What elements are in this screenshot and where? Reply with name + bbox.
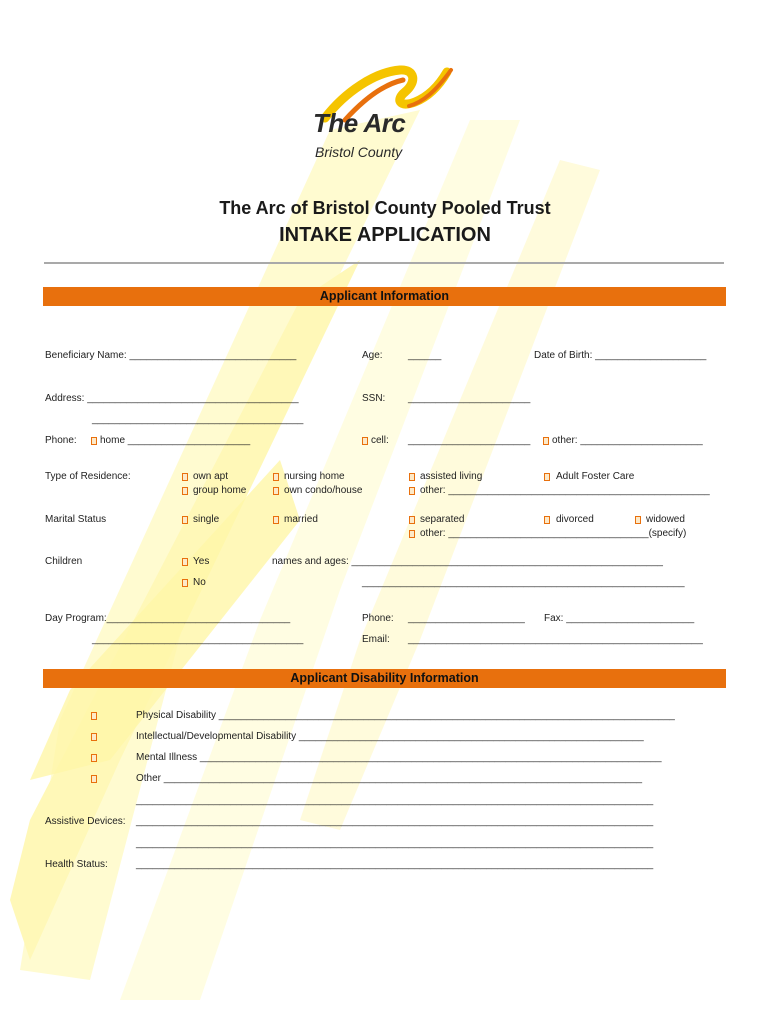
option-adult-foster-care: Adult Foster Care	[556, 471, 635, 482]
form-title: INTAKE APPLICATION	[279, 224, 491, 246]
arc-logo	[305, 62, 465, 172]
org-title: The Arc of Bristol County Pooled Trust	[219, 198, 551, 218]
title-divider	[44, 262, 724, 264]
checkbox-mental-illness[interactable]	[91, 754, 97, 762]
option-widowed: widowed	[646, 514, 685, 525]
assistive-devices-field[interactable]: _____________________________________________________________________________________________	[136, 816, 654, 827]
checkbox-phone-other[interactable]	[543, 437, 549, 445]
disability-other-field[interactable]: Other ______________________________________________________________________________________	[136, 773, 643, 784]
option-children-no: No	[193, 577, 206, 588]
phone-cell-label: cell:	[371, 435, 389, 446]
residence-label: Type of Residence:	[45, 471, 131, 482]
physical-disability-field[interactable]: Physical Disability __________________________________________________________________________________	[136, 710, 675, 721]
checkbox-phone-cell[interactable]	[362, 437, 368, 445]
option-single: single	[193, 514, 220, 525]
checkbox-married[interactable]	[273, 516, 279, 524]
option-residence-other[interactable]: other: _______________________________________________	[420, 485, 710, 496]
option-children-yes: Yes	[193, 556, 210, 567]
checkbox-assisted-living[interactable]	[409, 473, 415, 481]
checkbox-widowed[interactable]	[635, 516, 641, 524]
checkbox-nursing-home[interactable]	[273, 473, 279, 481]
checkbox-single[interactable]	[182, 516, 188, 524]
checkbox-physical-disability[interactable]	[91, 712, 97, 720]
mental-illness-field[interactable]: Mental Illness ___________________________________________________________________________________	[136, 752, 662, 763]
section-header-applicant: Applicant Information	[43, 287, 726, 306]
day-program-field[interactable]: Day Program:_________________________________	[45, 613, 291, 624]
disability-other-line-2[interactable]: _____________________________________________________________________________________________	[136, 795, 654, 806]
option-divorced: divorced	[556, 514, 594, 525]
intellectual-disability-field[interactable]: Intellectual/Developmental Disability ______________________________________________________________	[136, 731, 644, 742]
option-group-home: group home	[193, 485, 247, 496]
checkbox-disability-other[interactable]	[91, 775, 97, 783]
program-phone-field[interactable]: _____________________	[408, 613, 525, 624]
checkbox-children-no[interactable]	[182, 579, 188, 587]
phone-label: Phone:	[45, 435, 77, 446]
health-status-label: Health Status:	[45, 859, 108, 870]
ssn-label: SSN:	[362, 393, 386, 404]
assistive-devices-line-2[interactable]: _____________________________________________________________________________________________	[136, 838, 654, 849]
checkbox-intellectual-disability[interactable]	[91, 733, 97, 741]
children-label: Children	[45, 556, 83, 567]
children-names-line-2[interactable]: __________________________________________________________	[362, 577, 685, 588]
checkbox-children-yes[interactable]	[182, 558, 188, 566]
phone-cell-field[interactable]: ______________________	[408, 435, 531, 446]
age-field[interactable]: ______	[408, 350, 442, 361]
health-status-field[interactable]: _____________________________________________________________________________________________	[136, 859, 654, 870]
address-field[interactable]: Address: ______________________________________	[45, 393, 299, 404]
beneficiary-name-field[interactable]: Beneficiary Name: ______________________________	[45, 350, 297, 361]
checkbox-divorced[interactable]	[544, 516, 550, 524]
logo-name: The Arc	[313, 108, 406, 138]
day-program-line-2[interactable]: ______________________________________	[92, 634, 304, 645]
phone-other-field[interactable]: other: ______________________	[552, 435, 703, 446]
age-label: Age:	[362, 350, 383, 361]
option-assisted-living: assisted living	[420, 471, 483, 482]
program-email-label: Email:	[362, 634, 390, 645]
checkbox-adult-foster-care[interactable]	[544, 473, 550, 481]
option-own-apt: own apt	[193, 471, 229, 482]
assistive-devices-label: Assistive Devices:	[45, 816, 126, 827]
checkbox-own-apt[interactable]	[182, 473, 188, 481]
phone-home-field[interactable]: home ______________________	[100, 435, 251, 446]
children-names-field[interactable]: names and ages: ________________________________________________________	[272, 556, 663, 567]
program-email-field[interactable]: _____________________________________________________	[408, 634, 703, 645]
marital-label: Marital Status	[45, 514, 107, 525]
checkbox-group-home[interactable]	[182, 487, 188, 495]
option-married: married	[284, 514, 318, 525]
program-fax-field[interactable]: Fax: _______________________	[544, 613, 695, 624]
ssn-field[interactable]: ______________________	[408, 393, 531, 404]
option-separated: separated	[420, 514, 465, 525]
option-nursing-home: nursing home	[284, 471, 345, 482]
checkbox-separated[interactable]	[409, 516, 415, 524]
checkbox-own-condo[interactable]	[273, 487, 279, 495]
checkbox-residence-other[interactable]	[409, 487, 415, 495]
dob-field[interactable]: Date of Birth: ____________________	[534, 350, 707, 361]
program-phone-label: Phone:	[362, 613, 394, 624]
option-own-condo: own condo/house	[284, 485, 363, 496]
checkbox-phone-home[interactable]	[91, 437, 97, 445]
address-line-2[interactable]: ______________________________________	[92, 414, 304, 425]
option-marital-other[interactable]: other: ____________________________________(specify)	[420, 528, 687, 539]
section-header-disability: Applicant Disability Information	[43, 669, 726, 688]
logo-subtitle: Bristol County	[315, 144, 403, 160]
checkbox-marital-other[interactable]	[409, 530, 415, 538]
